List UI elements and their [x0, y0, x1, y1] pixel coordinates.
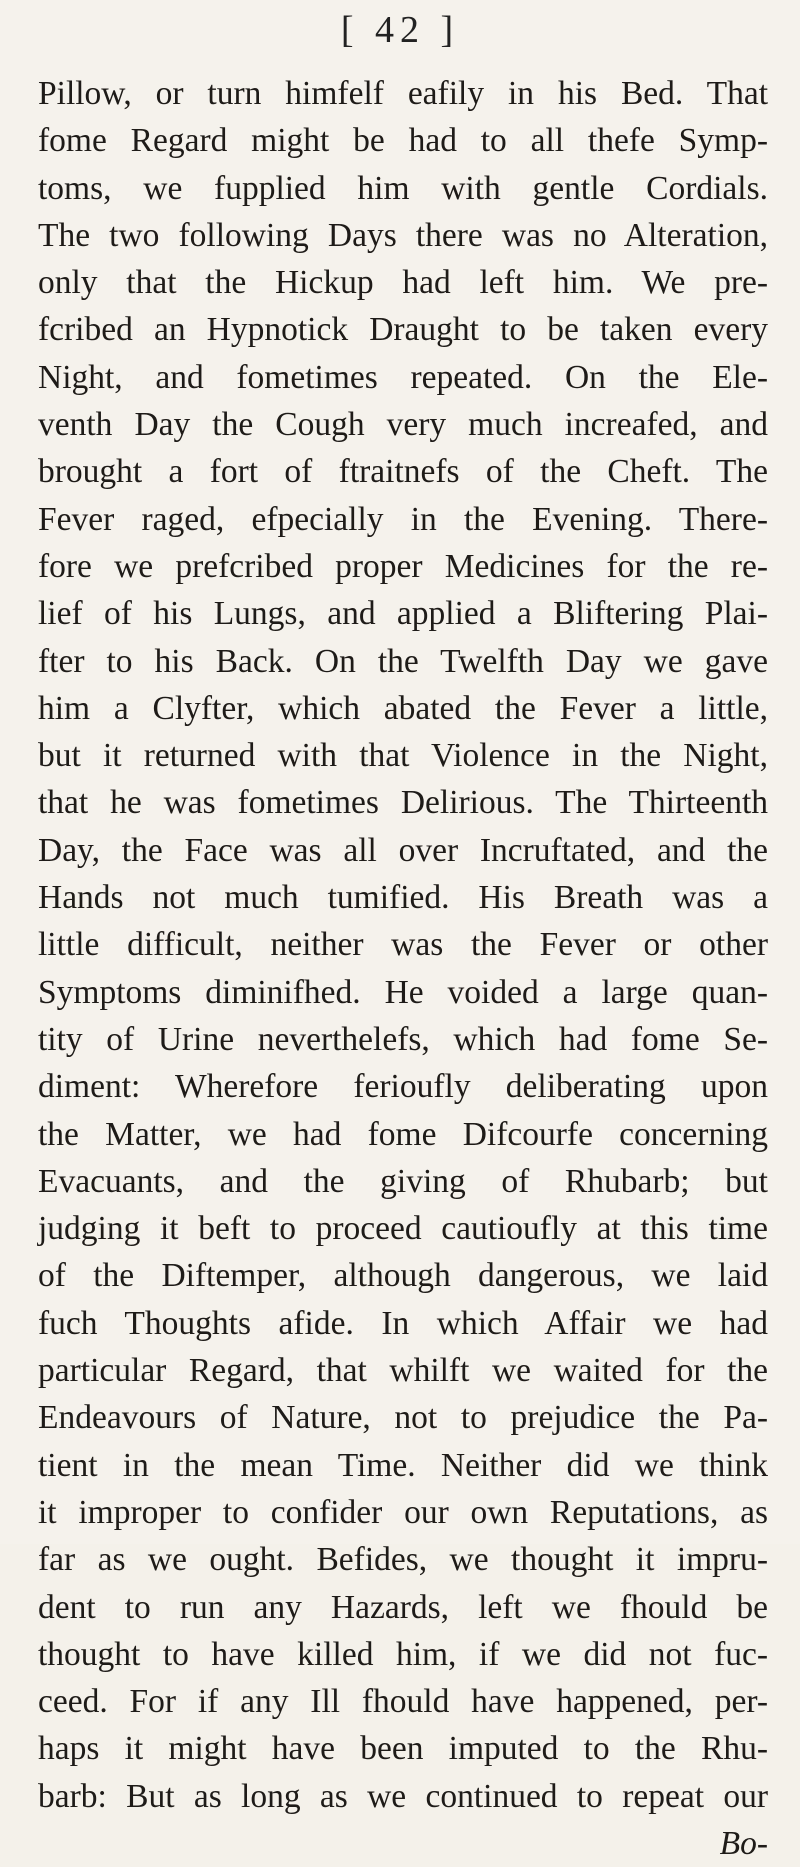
- text-line: Fever raged, efpecially in the Evening. There-: [38, 500, 768, 538]
- text-line: particular Regard, that whilft we waited for the: [38, 1352, 768, 1390]
- text-line: diment: Wherefore ferioufly deliberating upon: [38, 1068, 768, 1106]
- text-line: fore we prefcribed proper Medicines for the re-: [38, 547, 768, 585]
- text-line: fome Regard might be had to all thefe Symp-: [38, 122, 768, 160]
- text-line: only that the Hickup had left him. We pre-: [38, 264, 768, 302]
- text-line: Evacuants, and the giving of Rhubarb; but: [38, 1162, 768, 1200]
- text-line: toms, we fupplied him with gentle Cordials.: [38, 169, 768, 207]
- text-line: Endeavours of Nature, not to prejudice the Pa-: [38, 1399, 768, 1437]
- text-line: fter to his Back. On the Twelfth Day we gave: [38, 642, 768, 680]
- text-line: The two following Days there was no Alteration,: [38, 216, 768, 254]
- text-line: lief of his Lungs, and applied a Bliftering Plai-: [38, 595, 768, 633]
- text-line: but it returned with that Violence in the Night,: [38, 737, 768, 775]
- text-line: tient in the mean Time. Neither did we think: [38, 1446, 768, 1484]
- text-line: of the Diftemper, although dangerous, we laid: [38, 1257, 768, 1295]
- text-line: thought to have killed him, if we did not fuc-: [38, 1635, 768, 1673]
- text-line: tity of Urine neverthelefs, which had fome Se-: [38, 1020, 768, 1058]
- text-line: judging it beft to proceed cautioufly at this time: [38, 1210, 768, 1248]
- text-line: that he was fometimes Delirious. The Thirteenth: [38, 784, 768, 822]
- text-line: dent to run any Hazards, left we fhould be: [38, 1588, 768, 1626]
- text-line: fuch Thoughts afide. In which Affair we had: [38, 1304, 768, 1342]
- text-line: Hands not much tumified. His Breath was a: [38, 879, 768, 917]
- text-line: it improper to confider our own Reputations, as: [38, 1493, 768, 1531]
- page-number: [ 42 ]: [340, 9, 460, 51]
- text-line: far as we ought. Befides, we thought it impru-: [38, 1541, 768, 1579]
- text-line: barb: But as long as we continued to repeat our: [38, 1777, 768, 1815]
- text-line: the Matter, we had fome Difcourfe concerning: [38, 1115, 768, 1153]
- text-line: Symptoms diminifhed. He voided a large quan-: [38, 973, 768, 1011]
- text-line: him a Clyfter, which abated the Fever a little,: [38, 689, 768, 727]
- body-text: [38, 70, 768, 1867]
- text-line: haps it might have been imputed to the Rhu-: [38, 1730, 768, 1768]
- text-line: fcribed an Hypnotick Draught to be taken every: [38, 311, 768, 349]
- text-line: Day, the Face was all over Incruftated, and the: [38, 831, 768, 869]
- text-line: Pillow, or turn himfelf eafily in his Bed. That: [38, 75, 768, 112]
- catchword: Bo-: [719, 1824, 768, 1862]
- text-line: venth Day the Cough very much increafed, and: [38, 406, 768, 444]
- text-line: little difficult, neither was the Fever or other: [38, 926, 768, 964]
- text-line: brought a fort of ftraitnefs of the Cheft. The: [38, 453, 768, 491]
- text-line: Night, and fometimes repeated. On the Ele-: [38, 358, 768, 396]
- text-line: ceed. For if any Ill fhould have happened, per-: [38, 1683, 768, 1721]
